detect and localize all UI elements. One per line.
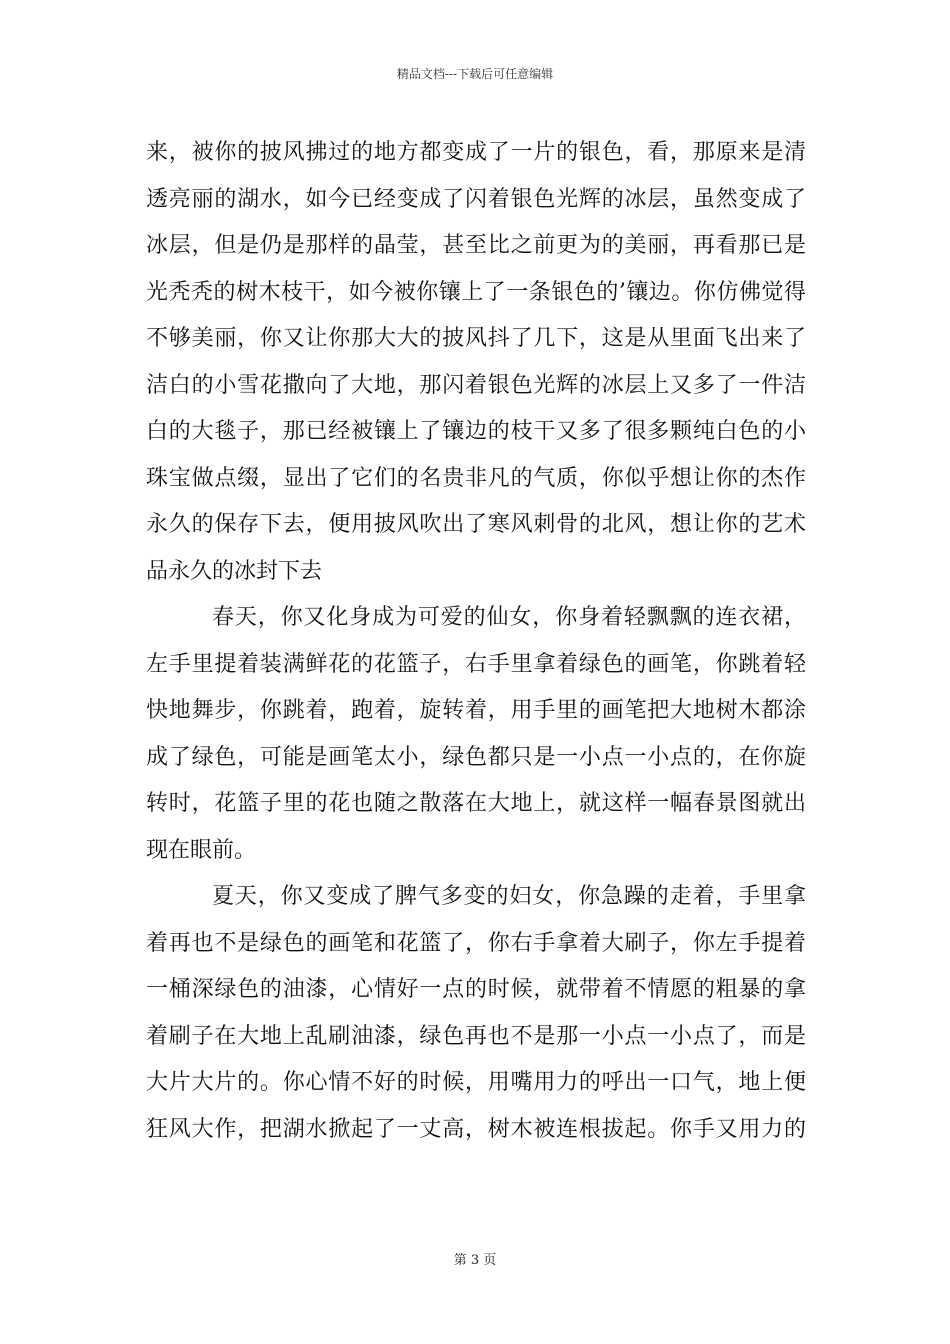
text-line: 永久的保存下去，便用披风吹出了寒风刺骨的北风，想让你的艺术 bbox=[146, 512, 806, 537]
text-line: 着再也不是绿色的画笔和花篮了，你右手拿着大刷子，你左手提着 bbox=[146, 930, 806, 956]
text-line: 珠宝做点缀，显出了它们的名贵非凡的气质，你似乎想让你的杰作 bbox=[146, 465, 806, 491]
text-line: 转时，花篮子里的花也随之散落在大地上，就这样一幅春景图就出 bbox=[146, 791, 806, 816]
text-line: 不够美丽，你又让你那大大的披风抖了几下，这是从里面飞出来了 bbox=[146, 326, 806, 351]
text-line: 白的大毯子，那已经被镶上了镶边的枝干又多了很多颗纯白色的小 bbox=[146, 419, 806, 444]
text-line: 左手里提着装满鲜花的花篮子，右手里拿着绿色的画笔，你跳着轻 bbox=[146, 651, 806, 677]
text-line: 洁白的小雪花撒向了大地，那闪着银色光辉的冰层上又多了一件洁 bbox=[146, 372, 806, 398]
text-line: 狂风大作，把湖水掀起了一丈高，树木被连根拔起。你手又用力的 bbox=[146, 1116, 806, 1142]
text-line: 快地舞步，你跳着，跑着，旋转着，用手里的画笔把大地树木都涂 bbox=[146, 698, 806, 723]
text-line: 着刷子在大地上乱刷油漆，绿色再也不是那一小点一小点了，而是 bbox=[146, 1023, 806, 1049]
text-line: 成了绿色，可能是画笔太小，绿色都只是一小点一小点的，在你旋 bbox=[146, 744, 806, 770]
text-line: 品永久的冰封下去 bbox=[146, 558, 323, 584]
document-body bbox=[146, 130, 806, 1153]
text-line-indented: 春天，你又化身成为可爱的仙女，你身着轻飘飘的连衣裙， bbox=[212, 605, 806, 630]
text-line: 现在眼前。 bbox=[146, 837, 257, 863]
page-number: 第 3 页 bbox=[453, 1253, 497, 1268]
text-line: 来，被你的披风拂过的地方都变成了一片的银色，看，那原来是清 bbox=[146, 140, 806, 165]
text-line: 透亮丽的湖水，如今已经变成了闪着银色光辉的冰层，虽然变成了 bbox=[146, 186, 806, 212]
text-line: 光秃秃的树木枝干，如今被你镶上了一条银色的’镶边。你仿佛觉得 bbox=[146, 279, 806, 305]
text-line: 冰层，但是仍是那样的晶莹，甚至比之前更为的美丽，再看那已是 bbox=[146, 233, 806, 258]
page-header: 精品文档---下载后可任意编辑 bbox=[396, 67, 554, 81]
text-line-indented: 夏天，你又变成了脾气多变的妇女，你急躁的走着，手里拿 bbox=[212, 884, 806, 909]
text-line: 一桶深绿色的油漆，心情好一点的时候，就带着不情愿的粗暴的拿 bbox=[146, 977, 806, 1002]
text-line: 大片大片的。你心情不好的时候，用嘴用力的呼出一口气，地上便 bbox=[146, 1070, 806, 1095]
